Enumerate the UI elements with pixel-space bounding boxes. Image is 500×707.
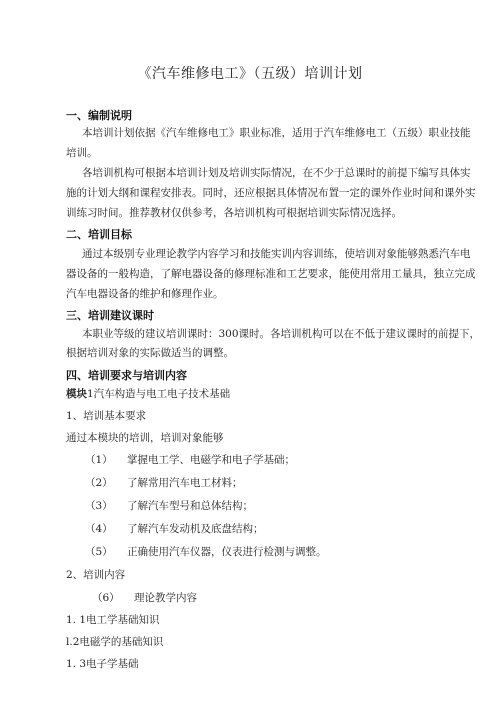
list-item [85,452,295,468]
content-line: 1. 1电工学基础知识 [66,614,160,626]
paragraph-line: 培训。 [66,147,98,159]
module-prefix: 模块 [66,388,87,400]
paragraph-line: 各培训机构可根据本培训计划及培训实际情况，在不少于总课时的前提下编写具体实 [82,167,471,179]
paragraph-line: 施的计划大纲和课程安排表。同时，还应根据具体情况布置一定的课外作业时间和课外实 [66,187,476,199]
content-line: 1. 3电子学基础 [66,658,139,670]
list-number: （3） [85,500,113,512]
subheading-content: 2、培训内容 [66,569,126,581]
requirements-intro: 通过本模块的培训，培训对象能够 [66,432,224,444]
list-text: 掌握电工学、电磁学和电子学基础； [127,454,295,466]
paragraph-line: 器设备的一般构造，了解电器设备的修理标准和工艺要求，能使用常用工量具，独立完成 [66,268,476,280]
paragraph-line: 训练习时间。推荐教材仅供参考，各培训机构可根据培训实际情况选择。 [66,207,402,219]
section-heading-1: 一、编制说明 [66,109,132,122]
list-number: （6） [92,592,120,604]
paragraph-line: 根据培训对象的实际做适当的调整。 [66,347,234,359]
list-number: （5） [85,546,113,558]
section-heading-2: 二、培训目标 [66,228,132,241]
list-number: （1） [85,454,113,466]
list-text: 正确使用汽车仪器，仪表进行检测与调整。 [127,546,327,558]
section-heading-4: 四、培训要求与培训内容 [66,369,187,382]
list-item [85,544,327,560]
list-text: 了解汽车发动机及底盘结构； [127,523,264,535]
subheading-requirements: 1、培训基本要求 [66,410,147,422]
page-title: 《汽车维修电工》（五级）培训计划 [137,66,363,82]
list-number: （2） [85,477,113,489]
list-item [92,590,197,606]
paragraph-line: 通过本级别专业理论教学内容学习和技能实训内容训练，使培训对象能够熟悉汽车电 [82,248,471,260]
module-title [66,386,230,402]
list-number: （4） [85,523,113,535]
list-item [85,521,264,537]
list-text: 理论教学内容 [134,592,197,604]
module-name: 1汽车构造与电工电子技术基础 [87,388,231,400]
list-text: 了解汽车型号和总体结构； [127,500,253,512]
content-line: l.2电磁学的基础知识 [66,636,164,648]
paragraph-line: 本职业等级的建议培训课时：300课时。各培训机构可以在不低于建议课时的前提下， [82,328,481,340]
paragraph-line: 本培训计划依据《汽车维修电工》职业标准，适用于汽车维修电工（五级）职业技能 [82,127,471,139]
list-text: 了解常用汽车电工材料； [127,477,243,489]
paragraph-line: 汽车电器设备的维护和修理作业。 [66,288,224,300]
list-item [85,475,243,491]
section-heading-3: 三、培训建议课时 [66,309,154,322]
list-item [85,498,253,514]
